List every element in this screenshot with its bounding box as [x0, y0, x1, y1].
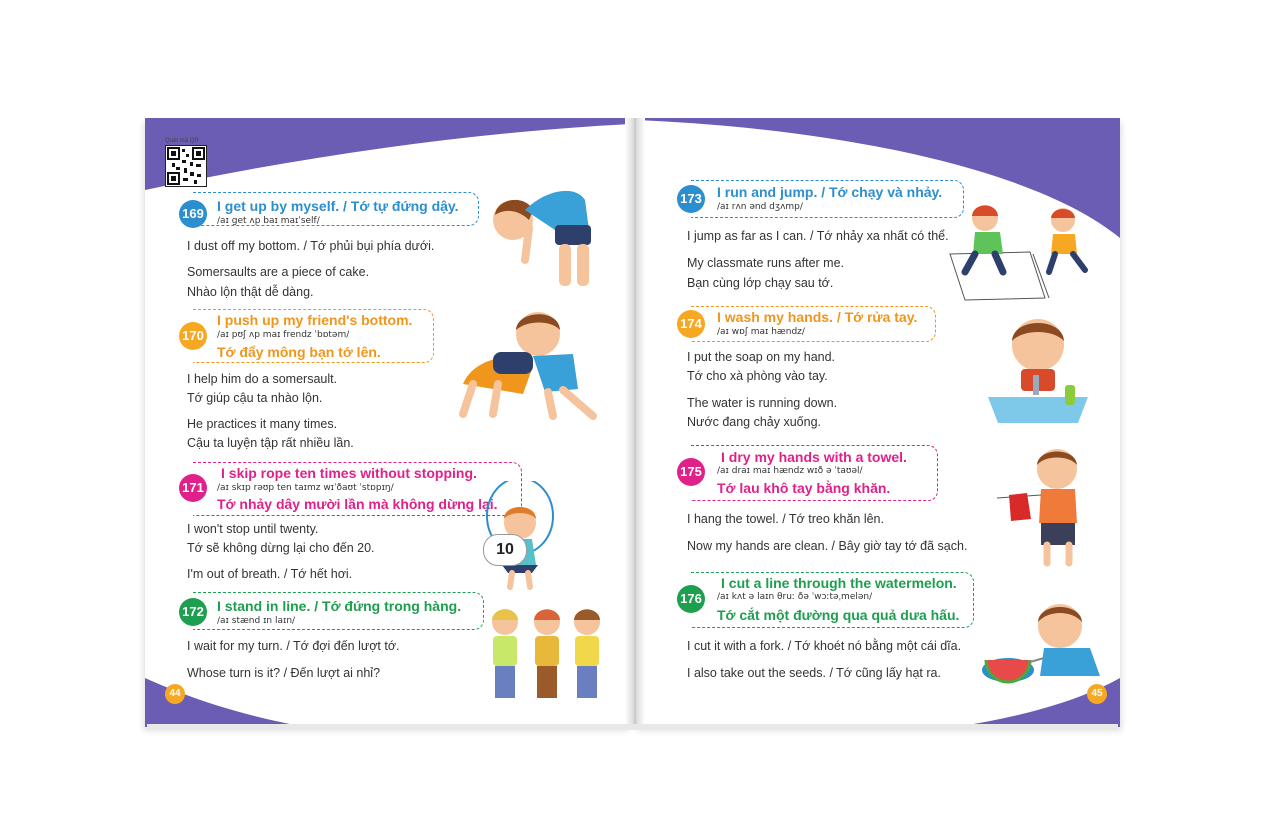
example-line: I cut it with a fork. / Tớ khoét nó bằng một cái dĩa.: [687, 639, 962, 653]
boy-bending-illustration: [485, 180, 600, 290]
sentence-title: I run and jump. / Tớ chạy và nhảy.: [717, 184, 943, 200]
qr-code[interactable]: [165, 138, 207, 188]
friends-somersault-illustration: [453, 304, 613, 424]
count-bubble: 10: [483, 534, 527, 566]
example-line: Tớ giúp cậu ta nhào lộn.: [187, 391, 323, 405]
example-line: Cậu ta luyện tập rất nhiều lần.: [187, 436, 354, 450]
example-line: Bạn cùng lớp chạy sau tớ.: [687, 276, 834, 290]
entry-number-badge: 175: [677, 458, 705, 486]
page-number: 45: [1087, 684, 1107, 704]
book-spine: [625, 118, 645, 730]
open-book: [145, 118, 1120, 735]
example-line: I dust off my bottom. / Tớ phủi bụi phía dưới.: [187, 239, 435, 253]
example-line: I won't stop until twenty.: [187, 522, 319, 536]
ipa-text: /aɪ draɪ maɪ hændz wɪð ə ˈtaʊəl/: [717, 466, 863, 476]
left-page: [145, 118, 631, 727]
entry-number-badge: 173: [677, 185, 705, 213]
ipa-text: /aɪ stænd ɪn laɪn/: [217, 616, 296, 626]
sentence-title: I dry my hands with a towel.: [721, 449, 907, 465]
example-line: I put the soap on my hand.: [687, 350, 836, 364]
kids-in-line-illustration: [485, 606, 610, 706]
vietnamese-translation: Tớ đẩy mông bạn tớ lên.: [217, 344, 381, 360]
example-line: He practices it many times.: [187, 417, 338, 431]
example-line: I also take out the seeds. / Tớ cũng lấy hạt ra.: [687, 666, 941, 680]
boy-washing-hands-illustration: [983, 313, 1093, 423]
page-number: 44: [165, 684, 185, 704]
entry-number-badge: 171: [179, 474, 207, 502]
sentence-title: I skip rope ten times without stopping.: [221, 465, 477, 481]
ipa-text: /aɪ get ʌp baɪ maɪˈself/: [217, 216, 320, 226]
example-line: I wait for my turn. / Tớ đợi đến lượt tớ.: [187, 639, 400, 653]
example-line: I'm out of breath. / Tớ hết hơi.: [187, 567, 353, 581]
ipa-text: /aɪ kʌt ə laɪn θruː ðə ˈwɔːtəˌmelən/: [717, 592, 873, 602]
sentence-title: I cut a line through the watermelon.: [721, 575, 957, 591]
example-line: Whose turn is it? / Đến lượt ai nhỉ?: [187, 666, 381, 680]
entry-number-badge: 174: [677, 310, 705, 338]
sentence-title: I wash my hands. / Tớ rửa tay.: [717, 309, 918, 325]
entry-number-badge: 176: [677, 585, 705, 613]
example-line: Tớ cho xà phòng vào tay.: [687, 369, 828, 383]
boy-cutting-watermelon-illustration: [980, 596, 1110, 696]
kids-running-jumping-illustration: [945, 202, 1105, 302]
example-line: Tớ sẽ không dừng lại cho đến 20.: [187, 541, 375, 555]
right-page: [635, 118, 1120, 727]
example-line: Nhào lộn thật dễ dàng.: [187, 285, 314, 299]
ipa-text: /aɪ rʌn ənd dʒʌmp/: [717, 202, 803, 212]
example-line: Nước đang chảy xuống.: [687, 415, 822, 429]
example-line: I help him do a somersault.: [187, 372, 338, 386]
sentence-title: I get up by myself. / Tớ tự đứng dậy.: [217, 198, 459, 214]
entry-number-badge: 170: [179, 322, 207, 350]
ipa-text: /aɪ pʊʃ ʌp maɪ frendz ˈbɒtəm/: [217, 330, 350, 340]
example-line: I hang the towel. / Tớ treo khăn lên.: [687, 512, 884, 526]
vietnamese-translation: Tớ nhảy dây mười lần mà không dừng lại.: [217, 496, 498, 512]
book-bottom-edge: [147, 724, 1118, 730]
qr-label: Quét mã QR: [165, 138, 199, 144]
example-line: The water is running down.: [687, 396, 838, 410]
example-line: My classmate runs after me.: [687, 256, 844, 270]
qr-code-icon: [165, 145, 207, 187]
vietnamese-translation: Tớ cắt một đường qua quả dưa hấu.: [717, 607, 960, 623]
example-line: Now my hands are clean. / Bây giờ tay tớ đã sạch.: [687, 539, 968, 553]
entry-number-badge: 169: [179, 200, 207, 228]
sentence-title: I stand in line. / Tớ đứng trong hàng.: [217, 598, 462, 614]
sentence-title: I push up my friend's bottom.: [217, 312, 413, 328]
example-line: Somersaults are a piece of cake.: [187, 265, 370, 279]
example-line: I jump as far as I can. / Tớ nhảy xa nhất có thể.: [687, 229, 949, 243]
ipa-text: /aɪ skɪp rəʊp ten taɪmz wɪˈðaʊt ˈstɒpɪŋ/: [217, 483, 394, 493]
ipa-text: /aɪ wɒʃ maɪ hændz/: [717, 327, 805, 337]
vietnamese-translation: Tớ lau khô tay bằng khăn.: [717, 480, 891, 496]
entry-number-badge: 172: [179, 598, 207, 626]
boy-hanging-towel-illustration: [997, 443, 1097, 568]
